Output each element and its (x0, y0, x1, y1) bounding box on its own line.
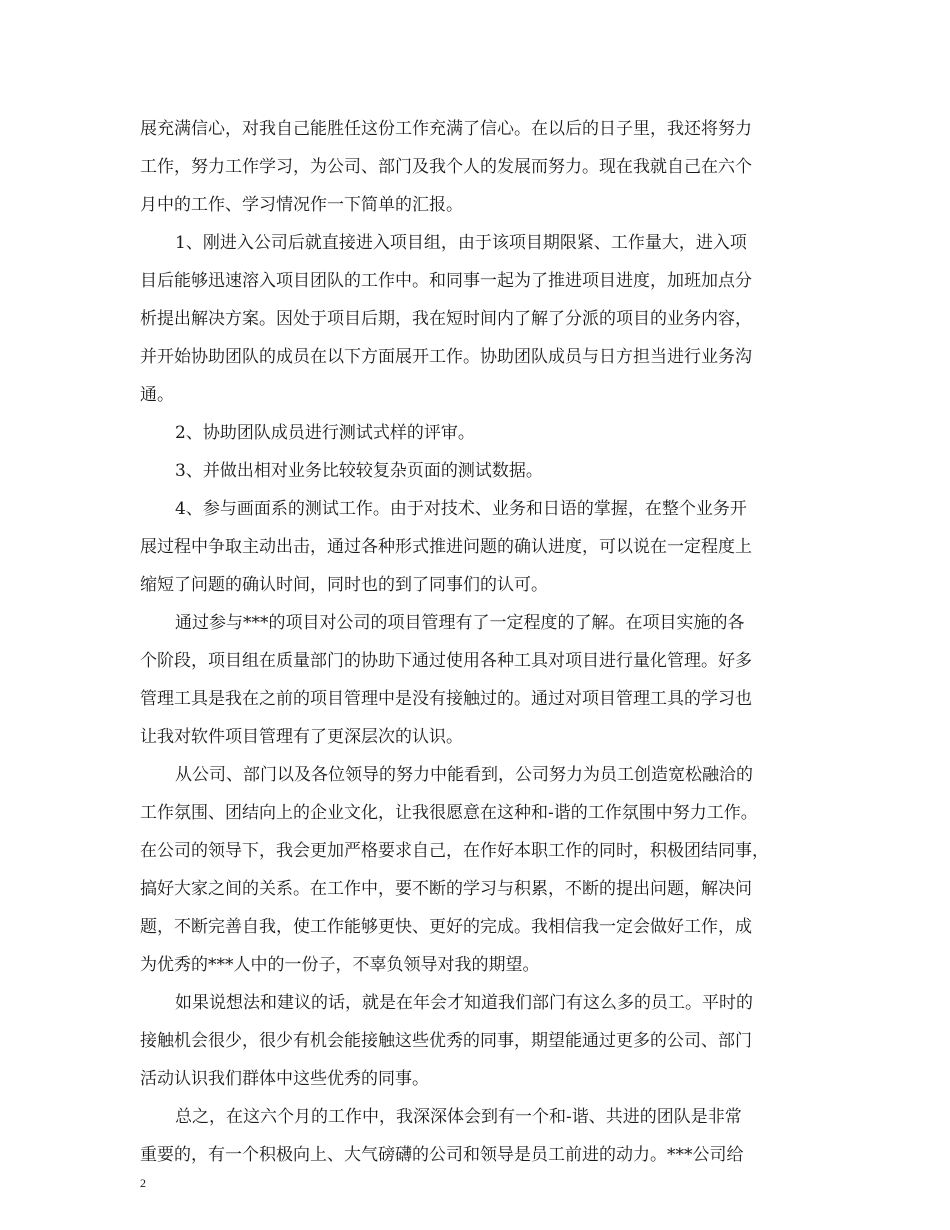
text-line: 如果说想法和建议的话，就是在年会才知道我们部门有这么多的员工。平时的 (175, 993, 753, 1013)
text-line: 重要的，有一个积极向上、大气磅礴的公司和领导是员工前进的动力。***公司给 (140, 1145, 744, 1165)
text-line: 3、并做出相对业务比较较复杂页面的测试数据。 (175, 461, 543, 481)
text-line: 并开始协助团队的成员在以下方面展开工作。协助团队成员与日方担当进行业务沟 (140, 347, 752, 367)
text-line: 题，不断完善自我，使工作能够更快、更好的完成。我相信我一定会做好工作，成 (140, 917, 752, 937)
text-line: 在公司的领导下，我会更加严格要求自己，在作好本职工作的同时，积极团结同事， (140, 841, 769, 861)
text-line: 接触机会很少，很少有机会能接触这些优秀的同事，期望能通过更多的公司、部门 (140, 1031, 752, 1051)
text-line: 目后能够迅速溶入项目团队的工作中。和同事一起为了推进项目进度，加班加点分 (140, 271, 752, 291)
text-line: 4、参与画面系的测试工作。由于对技术、业务和日语的掌握，在整个业务开 (175, 499, 747, 519)
text-line: 管理工具是我在之前的项目管理中是没有接触过的。通过对项目管理工具的学习也 (140, 689, 752, 709)
page-number: 2 (140, 1176, 146, 1190)
text-line: 通。 (140, 385, 174, 405)
text-line: 搞好大家之间的关系。在工作中，要不断的学习与积累，不断的提出问题，解决问 (140, 879, 752, 899)
text-line: 月中的工作、学习情况作一下简单的汇报。 (140, 195, 463, 215)
text-line: 让我对软件项目管理有了更深层次的认识。 (140, 727, 463, 747)
text-line: 缩短了问题的确认时间，同时也的到了同事们的认可。 (140, 575, 548, 595)
text-line: 从公司、部门以及各位领导的努力中能看到，公司努力为员工创造宽松融洽的 (175, 765, 753, 785)
text-line: 1、刚进入公司后就直接进入项目组，由于该项目期限紧、工作量大，进入项 (175, 233, 747, 253)
text-line: 展充满信心，对我自己能胜任这份工作充满了信心。在以后的日子里，我还将努力 (140, 119, 752, 139)
text-line: 总之，在这六个月的工作中，我深深体会到有一个和-谐、共进的团队是非常 (175, 1107, 742, 1127)
text-line: 展过程中争取主动出击，通过各种形式推进问题的确认进度，可以说在一定程度上 (140, 537, 752, 557)
text-line: 通过参与***的项目对公司的项目管理有了一定程度的了解。在项目实施的各 (175, 613, 745, 633)
text-line: 为优秀的***人中的一份子，不辜负领导对我的期望。 (140, 955, 540, 975)
text-line: 工作氛围、团结向上的企业文化，让我很愿意在这种和-谐的工作氛围中努力工作。 (140, 803, 758, 823)
text-line: 2、协助团队成员进行测试式样的评审。 (175, 423, 475, 443)
text-line: 活动认识我们群体中这些优秀的同事。 (140, 1069, 429, 1089)
text-line: 工作，努力工作学习，为公司、部门及我个人的发展而努力。现在我就自己在六个 (140, 157, 752, 177)
text-line: 个阶段，项目组在质量部门的协助下通过使用各种工具对项目进行量化管理。好多 (140, 651, 752, 671)
text-line: 析提出解决方案。因处于项目后期，我在短时间内了解了分派的项目的业务内容， (140, 309, 752, 329)
